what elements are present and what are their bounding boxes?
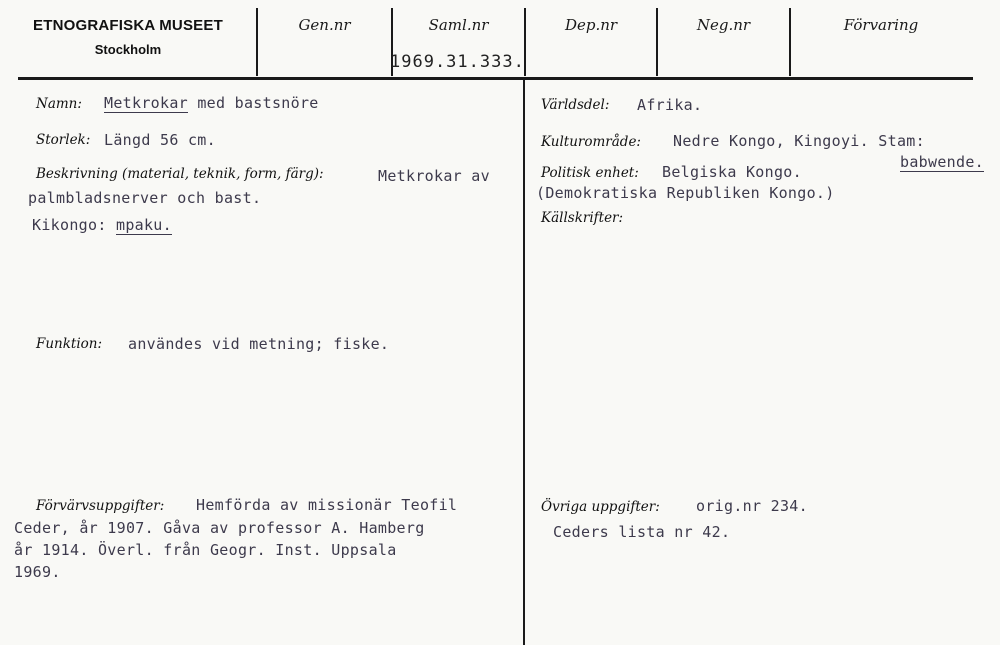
column-gen-nr: Gen.nr bbox=[298, 16, 351, 34]
column-dep-nr: Dep.nr bbox=[564, 16, 618, 34]
varldsdel-value: Afrika. bbox=[637, 96, 703, 114]
center-divider bbox=[523, 80, 525, 645]
namn-value-underlined: Metkrokar bbox=[104, 94, 188, 112]
forvarv-line1: Hemförda av missionär Teofil bbox=[196, 496, 458, 514]
stam-value-underlined: babwende. bbox=[900, 153, 984, 171]
saml-nr-value: 1969.31.333. bbox=[390, 52, 525, 72]
storlek-value: Längd 56 cm. bbox=[104, 131, 216, 149]
namn-value-rest: med bastsnöre bbox=[187, 94, 319, 112]
column-saml-nr: Saml.nr bbox=[428, 16, 489, 34]
politisk-label: Politisk enhet: bbox=[541, 165, 639, 181]
museum-city: Stockholm bbox=[94, 42, 162, 57]
kikongo-line bbox=[32, 216, 172, 234]
politisk-value: Belgiska Kongo. bbox=[662, 163, 802, 181]
politisk-line2: (Demokratiska Republiken Kongo.) bbox=[536, 184, 835, 202]
kallskrifter-label: Källskrifter: bbox=[541, 210, 624, 226]
kultur-label: Kulturområde: bbox=[541, 134, 641, 150]
forvarv-line3: år 1914. Överl. från Geogr. Inst. Uppsala bbox=[14, 541, 397, 559]
kikongo-value: mpaku. bbox=[115, 216, 172, 234]
ovriga-line2: Ceders lista nr 42. bbox=[553, 523, 731, 541]
varldsdel-label: Världsdel: bbox=[541, 97, 610, 113]
beskrivning-line1: Metkrokar av bbox=[378, 167, 490, 185]
storlek-label: Storlek: bbox=[36, 132, 91, 148]
forvarv-label: Förvärvsuppgifter: bbox=[36, 498, 165, 514]
forvarv-line2: Ceder, år 1907. Gåva av professor A. Hamberg bbox=[14, 519, 425, 537]
column-forvaring: Förvaring bbox=[843, 16, 919, 34]
beskrivning-line2: palmbladsnerver och bast. bbox=[28, 189, 262, 207]
column-neg-nr: Neg.nr bbox=[696, 16, 751, 34]
ovriga-label: Övriga uppgifter: bbox=[541, 499, 660, 515]
header-rule bbox=[18, 77, 973, 80]
funktion-label: Funktion: bbox=[36, 336, 103, 352]
kikongo-prefix: Kikongo: bbox=[32, 216, 116, 234]
funktion-value: användes vid metning; fiske. bbox=[128, 335, 390, 353]
kultur-value: Nedre Kongo, Kingoyi. Stam: bbox=[673, 132, 925, 150]
museum-name: ETNOGRAFISKA MUSEET bbox=[33, 17, 223, 34]
beskrivning-label: Beskrivning (material, teknik, form, färg): bbox=[36, 166, 324, 182]
namn-value bbox=[104, 94, 319, 112]
ovriga-value: orig.nr 234. bbox=[696, 497, 808, 515]
stam-value bbox=[900, 153, 984, 171]
forvarv-line4: 1969. bbox=[14, 563, 61, 581]
namn-label: Namn: bbox=[36, 96, 82, 112]
